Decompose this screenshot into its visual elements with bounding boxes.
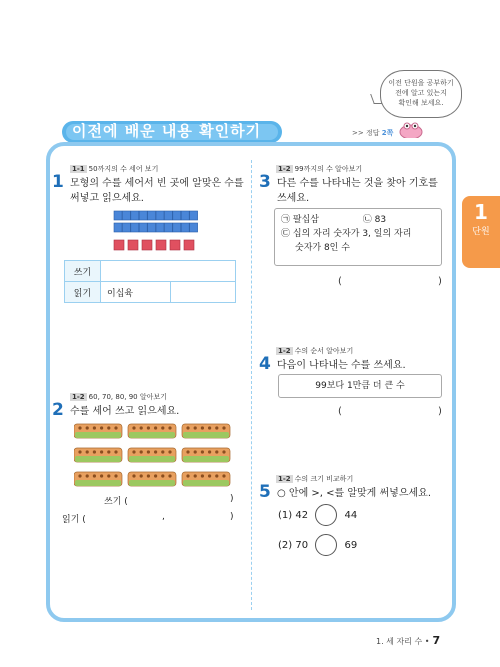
unit-cube-block — [156, 240, 166, 250]
base-ten-blocks — [112, 210, 202, 254]
q2-write-row — [104, 494, 128, 507]
q3-choice-c-mark: ㉢ — [281, 229, 291, 239]
unit-cube-block — [142, 240, 152, 250]
q4-tag-text: 수의 순서 알아보기 — [294, 347, 354, 355]
q3-choice-b-mark: ㉡ — [362, 215, 372, 225]
q2-write-label: 쓰기 ( — [104, 497, 128, 507]
q5-number: 5 — [259, 482, 271, 502]
q1-tag — [70, 164, 158, 174]
q3-choice-b-text: 83 — [374, 215, 387, 225]
q2-number: 2 — [52, 400, 64, 420]
speech-bubble — [380, 70, 462, 118]
q2-read-row — [62, 512, 86, 525]
chapter-tab[interactable] — [462, 196, 500, 268]
speech-line-1: 이전 단원을 공부하기 — [388, 79, 454, 87]
q1-read-label: 읽기 — [65, 282, 101, 303]
q5-text: ○ 안에 >, <를 알맞게 써넣으세요. — [277, 488, 431, 499]
ten-rod-block — [114, 223, 198, 232]
section-banner-title: 이전에 배운 내용 확인하기 — [72, 122, 262, 140]
q2-tag-code: 1-2 — [72, 393, 85, 401]
speech-line-2: 전에 알고 있는지 — [395, 89, 447, 97]
q3-choice-a-mark: ㉠ — [281, 215, 291, 225]
bread-loaf-icon — [182, 472, 230, 486]
bread-loaf-icon — [74, 448, 122, 462]
q5-row-1-label: (1) — [278, 510, 293, 521]
unit-cube-block — [184, 240, 194, 250]
q1-text — [70, 176, 244, 206]
bread-loaf-icon — [128, 472, 176, 486]
q3-answer-open: ( — [338, 276, 342, 287]
bread-loaf-icon — [74, 472, 122, 486]
q2-tag — [70, 392, 167, 402]
q4-answer-close: ) — [438, 406, 442, 417]
q3-choice-row-2 — [281, 227, 435, 241]
q2-read-comma: , — [162, 512, 165, 522]
q5-tag-text: 수의 크기 비교하기 — [294, 475, 354, 483]
q1-read-blank[interactable] — [171, 282, 236, 303]
q4-prompt-box: 99보다 1만큼 더 큰 수 — [278, 374, 442, 398]
q5-tag — [276, 474, 353, 484]
ten-rod-block — [114, 211, 198, 220]
q3-choice-a-text: 팔십삼 — [292, 215, 319, 225]
q2-write-close: ) — [230, 494, 234, 504]
q5-row-1-left: 42 — [295, 510, 309, 521]
q4-tag — [276, 346, 353, 356]
q3-text — [277, 176, 438, 206]
q3-tag-text: 99까지의 수 알아보기 — [294, 165, 363, 173]
speech-line-3: 확인해 보세요. — [398, 99, 444, 107]
bread-loaves-grid — [74, 420, 234, 492]
q1-number: 1 — [52, 172, 64, 192]
q3-number: 3 — [259, 172, 271, 192]
unit-cube-block — [170, 240, 180, 250]
q1-answer-table — [64, 260, 236, 303]
q3-choice-c-text: 십의 자리 숫자가 3, 일의 자리 — [292, 229, 412, 239]
answer-reference-prefix: >> 정답 — [352, 129, 380, 137]
q5-row-1-right: 44 — [344, 510, 358, 521]
q1-write-label: 쓰기 — [65, 261, 101, 282]
q5-row-2-left: 70 — [295, 540, 309, 551]
q1-text-line-2: 써넣고 읽으세요. — [70, 193, 144, 204]
footer-page-number: 7 — [432, 634, 441, 647]
q3-tag-code: 1-2 — [278, 165, 291, 173]
bread-loaf-icon — [74, 424, 122, 438]
q5-tag-code: 1-2 — [278, 475, 291, 483]
q3-choice-c-cont: 숫자가 8인 수 — [295, 243, 350, 253]
chapter-tab-number: 1 — [474, 200, 488, 224]
q3-text-line-1: 다른 수를 나타내는 것을 찾아 기호를 — [277, 178, 438, 189]
bread-loaf-icon — [128, 424, 176, 438]
q2-read-close: ) — [230, 512, 234, 522]
answer-reference-page: 2쪽 — [381, 129, 394, 137]
q1-tag-text: 50까지의 수 세어 보기 — [88, 165, 159, 173]
q3-choice-box — [274, 208, 442, 266]
mascot-icon — [398, 122, 424, 138]
unit-cube-block — [114, 240, 124, 250]
q5-row-1 — [278, 504, 357, 526]
q1-write-blank[interactable] — [101, 261, 236, 282]
bread-loaf-icon — [182, 448, 230, 462]
q3-tag — [276, 164, 362, 174]
q1-read-value: 이십육 — [101, 282, 171, 303]
q3-text-line-2: 쓰세요. — [277, 193, 310, 204]
q5-row-2-circle[interactable] — [315, 534, 337, 556]
q3-choice-row-1 — [281, 213, 435, 227]
q2-text: 수를 세어 쓰고 읽으세요. — [70, 406, 180, 417]
q2-tag-text: 60, 70, 80, 90 알아보기 — [88, 393, 167, 401]
q1-tag-code: 1-1 — [72, 165, 85, 173]
q5-row-1-circle[interactable] — [315, 504, 337, 526]
column-divider — [251, 160, 252, 610]
bread-loaf-icon — [128, 448, 176, 462]
q4-tag-code: 1-2 — [278, 347, 291, 355]
q5-row-2-label: (2) — [278, 540, 293, 551]
q5-row-2 — [278, 534, 357, 556]
q3-answer-close: ) — [438, 276, 442, 287]
q4-text: 다음이 나타내는 수를 쓰세요. — [277, 360, 406, 371]
q4-answer-open: ( — [338, 406, 342, 417]
q2-read-label: 읽기 ( — [62, 515, 86, 525]
chapter-tab-label: 단원 — [472, 227, 490, 237]
page-footer — [376, 634, 440, 647]
bread-loaf-icon — [182, 424, 230, 438]
answer-reference — [352, 128, 393, 138]
footer-chapter: 1. 세 자리 수 • — [376, 637, 430, 646]
unit-cube-block — [128, 240, 138, 250]
q1-text-line-1: 모형의 수를 세어서 빈 곳에 알맞은 수를 — [70, 178, 244, 189]
q5-row-2-right: 69 — [344, 540, 358, 551]
q4-number: 4 — [259, 354, 271, 374]
